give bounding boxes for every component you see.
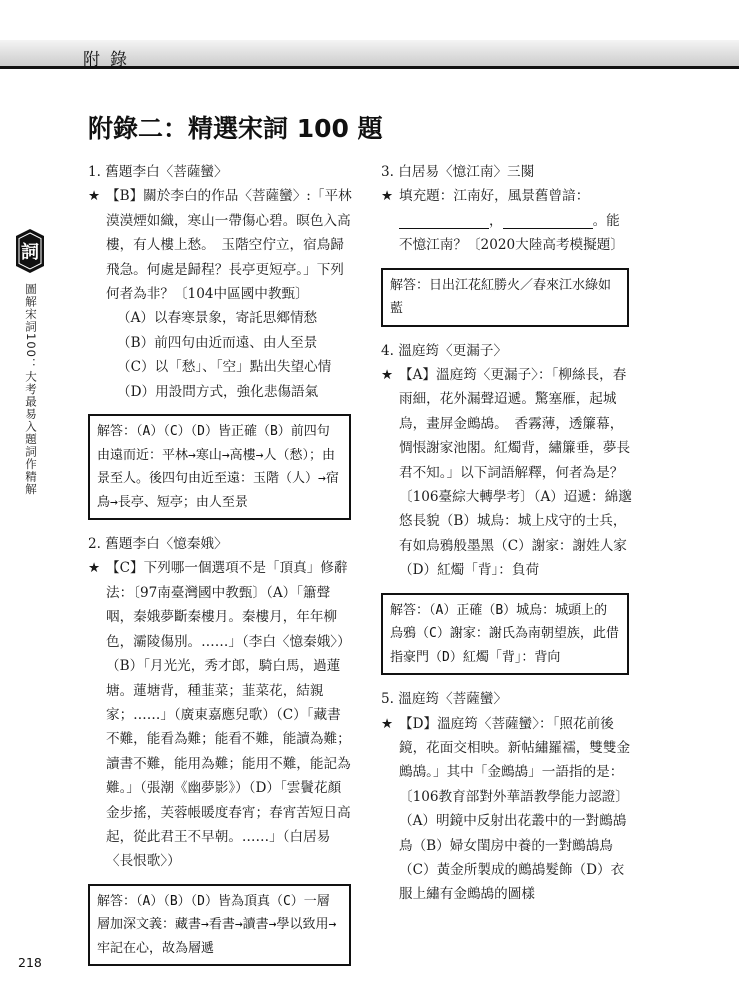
answer-box: 解答：（A）（C）（D）皆正確（B）前四句由遠而近：平林→寒山→高樓→人（愁）；由景至人。後四句由近至遠：玉階（人）→宿鳥→長亭、短亭；由人至景 <box>88 414 351 520</box>
star-icon: ★ <box>381 367 394 384</box>
question-body <box>381 712 634 907</box>
option-d: （D）用設問方式，強化悲傷語氣 <box>117 383 319 400</box>
question-heading: 3. 白居易〈憶江南〉三闋 <box>381 164 535 180</box>
question-body <box>88 556 353 873</box>
page-title: 附錄二：精選宋詞 100 題 <box>88 114 383 143</box>
star-icon: ★ <box>88 560 101 577</box>
question-text-mid: 。能 <box>592 212 620 229</box>
book-logo-icon <box>14 228 46 274</box>
question-text: 填充題：江南好，風景舊曾諳： <box>399 188 590 205</box>
option-c: （C）以「愁」、「空」點出失望心情 <box>117 359 332 376</box>
fill-blank-2 <box>503 214 593 229</box>
option-a: （A）以春寒景象，寄託思鄉情愁 <box>117 310 318 327</box>
question-heading: 4. 溫庭筠〈更漏子〉 <box>381 342 508 359</box>
question-text-end: 不憶江南？〔2020大陸高考模擬題〕 <box>399 237 624 254</box>
question-body <box>88 184 353 306</box>
left-column <box>88 160 353 978</box>
star-icon: ★ <box>381 188 394 205</box>
answer-box: 解答：（A）正確（B）城烏：城頭上的烏鴉（C）謝家：謝氏為南朝望族，此借指豪門（D）紅燭「背」：背向 <box>381 593 629 676</box>
question-heading: 1. 舊題李白〈菩薩蠻〉 <box>88 164 228 180</box>
option-b: （B）前四句由近而遠、由人至景 <box>117 334 318 351</box>
question-heading: 2. 舊題李白〈憶秦娥〉 <box>88 536 228 553</box>
question-text: 【B】關於李白的作品〈菩薩蠻〉:「平林漠漠煙如織，寒山一帶傷心碧。暝色入高樓，有人樓上愁。 玉階空佇立，宿鳥歸飛急。何處是歸程？長亭更短亭。」下列何者為非？〔104中區國中教甄〕 <box>106 188 352 303</box>
page-number: 218 <box>18 955 42 970</box>
question-text: 【D】溫庭筠〈菩薩蠻〉：「照花前後鏡，花面交相映。新帖繡羅襦，雙雙金鷓鴣。」其中「金鷓鴣」一語指的是：〔106教育部對外華語教學能力認證〕（A）明鏡中反射出花叢中的一對鷓鴣鳥（B）婦女閨房中養的一對鷓鴣鳥（C）黃金所製成的鷓鴣髮飾（D）衣服上繡有金鷓鴣的圖樣 <box>399 715 631 903</box>
question-heading: 5. 溫庭筠〈菩薩蠻〉 <box>381 691 508 708</box>
question-text: 【A】溫庭筠〈更漏子〉：「柳絲長，春雨細，花外漏聲迢遞。驚塞雁，起城烏，畫屏金鷓鴣。 香霧薄，透簾幕，惆悵謝家池閣。紅燭背，繡簾垂，夢長君不知。」以下詞語解釋，何者為是？〔106臺綜大轉學考〕（A）迢遞：綿邈悠長貌（B）城烏：城上戍守的士兵，有如烏鴉般墨黑（C）謝家：謝姓人家（D）紅燭「背」：負荷 <box>399 367 632 579</box>
book-title-vertical: 圖解宋詞100：大考最易入題詞作精解 <box>24 283 38 496</box>
right-column <box>381 160 634 907</box>
question-body <box>381 184 634 257</box>
section-label: 附錄 <box>83 50 137 70</box>
star-icon: ★ <box>381 715 394 732</box>
star-icon: ★ <box>88 188 101 205</box>
question-text: 【C】下列哪一個選項不是「頂真」修辭法：〔97南臺灣國中教甄〕（A）「簫聲咽，秦娥夢斷秦樓月。秦樓月，年年柳色，灞陵傷別。……」（李白〈憶秦娥〉）（B）「月光光，秀才郎，騎白馬，過蓮塘。蓮塘背，種韮菜；韮菜花，結親家；……」（廣東嘉應兒歌）（C）「藏書不難，能看為難；能看不難，能讀為難；讀書不難，能用為難；能用不難，能記為難。」（張潮《幽夢影》）（D）「雲鬢花顏金步搖，芙蓉帳暖度春宵；春宵苦短日高起，從此君王不早朝。……」（白居易〈長恨歌〉） <box>106 560 351 870</box>
option-list <box>88 306 353 404</box>
answer-box: 解答：日出江花紅勝火／春來江水綠如藍 <box>381 268 629 327</box>
logo-glyph: 詞 <box>21 242 39 263</box>
blank-separator: ， <box>489 212 503 229</box>
answer-box: 解答：（A）（B）（D）皆為頂真（C）一層層加深文義：藏書→看書→讀書→學以致用→牢記在心，故為層遞 <box>88 884 351 967</box>
question-body <box>381 363 634 583</box>
fill-blank-1 <box>399 214 489 229</box>
